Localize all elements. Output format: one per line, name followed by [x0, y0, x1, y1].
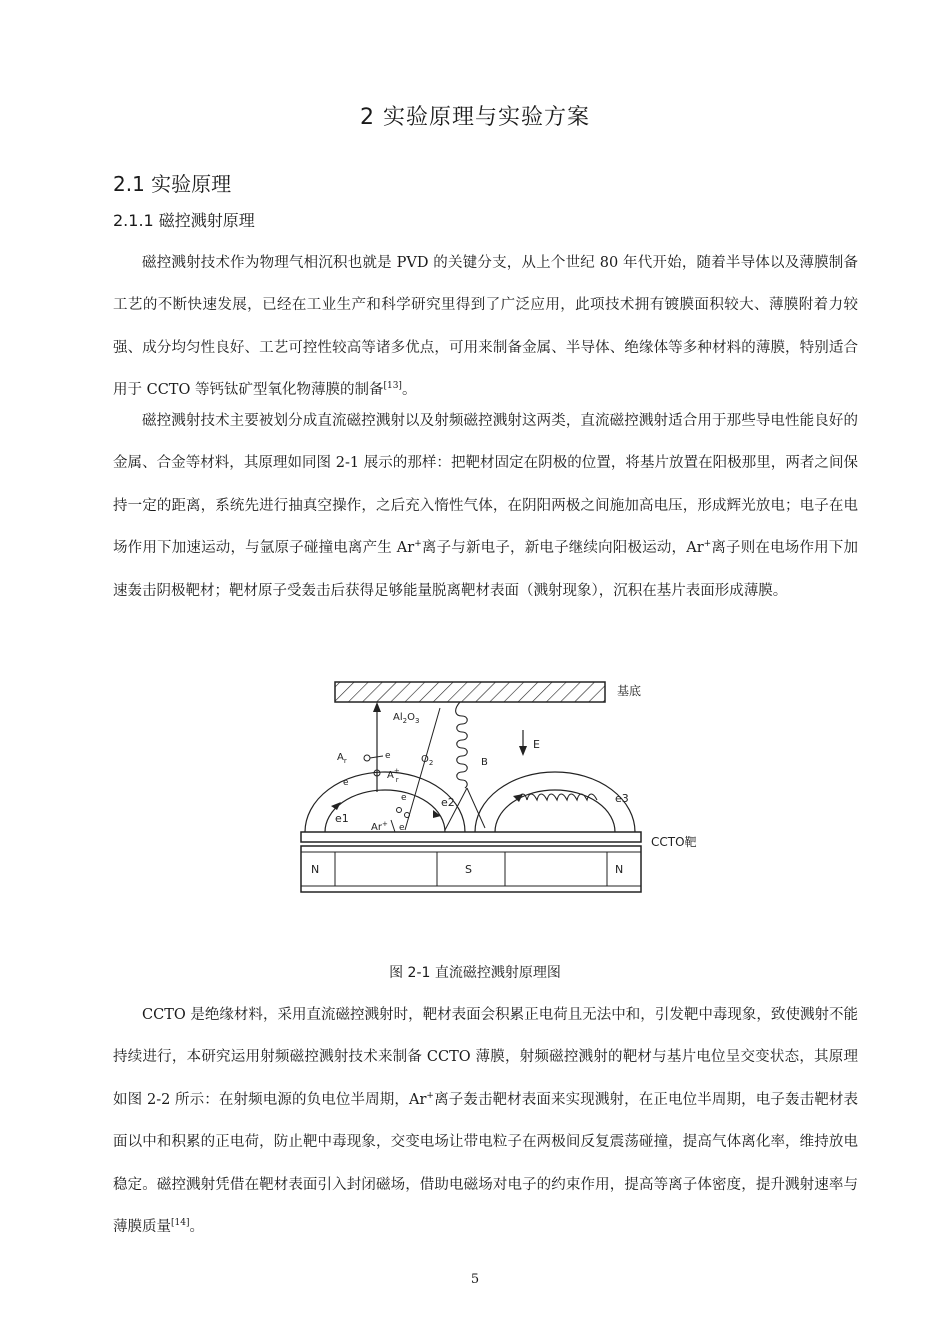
substrate-plate: [335, 682, 605, 702]
substrate-label: 基底: [617, 684, 642, 698]
e3-label: e3: [615, 792, 629, 805]
ccto-target: [301, 832, 641, 842]
paragraph-2-text-c: 离子则在电场作用下加速轰击阴极靶材；靶材原子受轰击后获得足够能量脱离靶材表面（溅射现象），沉积在基片表面形成薄膜。: [113, 540, 859, 599]
sputtered-atom-2: [405, 813, 410, 818]
dc-magnetron-sputtering-diagram: [295, 670, 715, 900]
ar-plus-superscript-2: +: [703, 539, 712, 550]
section-title: 2.1 实验原理: [113, 172, 232, 196]
e-field-arrow-head: [519, 746, 527, 756]
al2o3-label: $Al_2O_3$: [393, 712, 420, 725]
paragraph-1-end: 。: [401, 382, 417, 399]
figure-caption: 图 2-1 直流磁控溅射原理图: [389, 965, 561, 981]
magnet-n-right: N: [615, 863, 624, 876]
ar-plus-superscript-3: +: [426, 1090, 434, 1101]
subsection-title: 2.1.1 磁控溅射原理: [113, 211, 255, 230]
electron-label-bottom: e: [399, 823, 405, 833]
paragraph-2: [113, 400, 858, 612]
citation-13: [13]: [383, 381, 402, 392]
electron-label-mid: e: [401, 793, 407, 803]
electron-label-left: e: [343, 778, 349, 788]
e1-label: e1: [335, 812, 349, 825]
paragraph-3-end: 。: [189, 1219, 204, 1236]
paragraph-3: [113, 994, 858, 1248]
ion-impact-line: [391, 820, 395, 832]
electron-label-top: e: [385, 751, 391, 761]
deposition-arrow-head: [373, 702, 381, 712]
ar-label: $A_r$: [337, 752, 347, 765]
target-label: CCTO靶: [651, 835, 697, 849]
e-field-label: E: [533, 738, 540, 751]
ar-atom: [364, 755, 370, 761]
paragraph-1-text: 磁控溅射技术作为物理气相沉积也就是 PVD 的关键分支，从上个世纪 80 年代开始，随着半导体以及薄膜制备工艺的不断快速发展，已经在工业生产和科学研究里得到了广泛应用，此项技术拥有镀膜面积较大、薄膜附着力较强、成分均匀性良好、工艺可控性较高等诸多优点，可用来制备金属、半导体、绝缘体等多种材料的薄膜，特别适合用于 CCTO 等钙钛矿型氧化物薄膜的制备: [113, 255, 858, 399]
ar-plus-label: A+ r: [387, 767, 400, 784]
e2-trajectory: [445, 788, 467, 830]
sputtered-atom-1: [397, 808, 402, 813]
ar-plus-bottom-label: Ar+: [371, 820, 388, 833]
citation-14: [14]: [171, 1218, 190, 1229]
b-field-label: B: [481, 757, 488, 768]
o2-label: $O_2$: [421, 754, 434, 767]
paragraph-2-text-b: 离子与新电子，新电子继续向阳极运动，Ar: [421, 540, 704, 557]
field-arc-right-outer: [475, 772, 635, 832]
magnet-s: S: [465, 863, 472, 876]
page-number: 5: [470, 1272, 480, 1287]
paragraph-1: [113, 242, 858, 412]
field-arc-arrow-left-1: [331, 802, 341, 810]
ar-plus-superscript-1: +: [414, 539, 422, 550]
magnet-n-left: N: [311, 863, 320, 876]
paragraph-3-text-a: CCTO 是绝缘材料，采用直流磁控溅射时，靶材表面会积累正电荷且无法中和，引发靶中毒现象，致使溅射不能持续进行，本研究运用射频磁控溅射技术来制备 CCTO 薄膜，射频磁控溅射的靶材与基片电位呈交变状态，其原理如图 2-2 所示：在射频电源的负电位半周期，Ar: [113, 1007, 858, 1108]
paragraph-2-text-a: 磁控溅射技术主要被划分成直流磁控溅射以及射频磁控溅射这两类，直流磁控溅射适合用于那些导电性能良好的金属、合金等材料，其原理如同图 2-1 展示的那样：把靶材固定在阴极的位置，将基片放置在阳极那里，两者之间保持一定的距离，系统先进行抽真空操作，之后充入惰性气体，在阴阳两极之间施加高电压，形成辉光放电；电子在电场作用下加速运动，与氩原子碰撞电离产生 Ar: [113, 413, 858, 557]
paragraph-3-text-b: 离子轰击靶材表面来实现溅射，在正电位半周期，电子轰击靶材表面以中和积累的正电荷，防止靶中毒现象，交变电场让带电粒子在两极间反复震荡碰撞，提高气体离化率，维持放电稳定。磁控溅射凭借在靶材表面引入封闭磁场，借助电磁场对电子的约束作用，提高等离子体密度，提升溅射速率与薄膜质量: [113, 1091, 858, 1236]
chapter-title: 2 实验原理与实验方案: [360, 105, 590, 130]
e2-label: e2: [441, 796, 455, 809]
magnetic-spiral: [456, 702, 468, 788]
